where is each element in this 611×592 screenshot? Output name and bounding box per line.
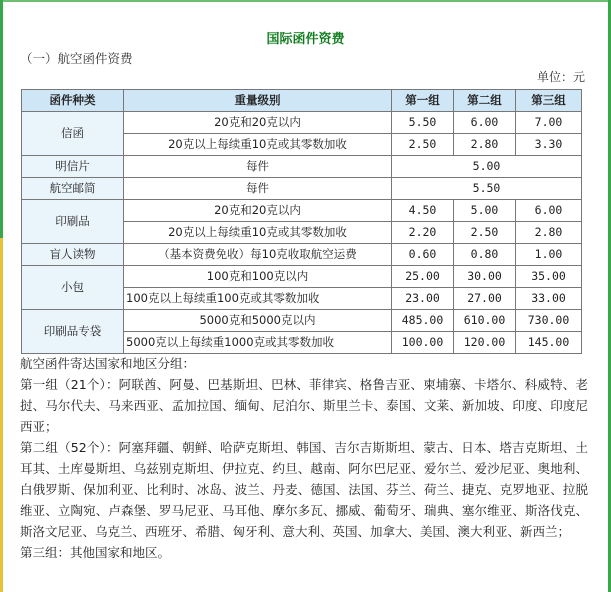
fee-g3: 33.00 bbox=[516, 288, 582, 310]
weight-cell: 每件 bbox=[124, 178, 392, 200]
notes-group-2: 第二组（52个）：阿塞拜疆、朝鲜、哈萨克斯坦、韩国、吉尔吉斯斯坦、蒙古、日本、塔吉克斯坦、土耳其、土库曼斯坦、乌兹别克斯坦、伊拉克、约旦、越南、阿尔巴尼亚、爱尔兰、爱沙尼亚、奥地利、白俄罗斯、保加利亚、比利时、冰岛、波兰、丹麦、德国、法国、芬兰、荷兰、捷克、克罗地亚、拉脱维亚、立陶宛、卢森堡、罗马尼亚、马耳他、摩尔多瓦、挪威、葡萄牙、瑞典、塞尔维亚、斯洛伐克、斯洛文尼亚、乌克兰、西班牙、希腊、匈牙利、意大利、英国、加拿大、美国、澳大利亚、新西兰； bbox=[20, 440, 588, 539]
top-rule bbox=[0, 0, 611, 2]
type-aerogramme: 航空邮简 bbox=[22, 178, 124, 200]
weight-cell: 20克以上每续重10克或其零数加收 bbox=[124, 134, 392, 156]
notes-group-3: 第三组：其他国家和地区。 bbox=[20, 545, 171, 560]
country-groups-notes bbox=[20, 353, 588, 563]
fee-g2: 27.00 bbox=[454, 288, 516, 310]
table-row bbox=[22, 310, 582, 332]
fee-all-groups: 5.50 bbox=[392, 178, 582, 200]
type-small-packet: 小包 bbox=[22, 266, 124, 310]
header-group-2: 第二组 bbox=[454, 90, 516, 112]
fee-g1: 100.00 bbox=[392, 332, 454, 354]
fee-g3: 730.00 bbox=[516, 310, 582, 332]
fee-all-groups: 5.00 bbox=[392, 156, 582, 178]
weight-cell: 每件 bbox=[124, 156, 392, 178]
fee-g1: 5.50 bbox=[392, 112, 454, 134]
fee-g3: 145.00 bbox=[516, 332, 582, 354]
fee-g3: 7.00 bbox=[516, 112, 582, 134]
table-row bbox=[22, 156, 582, 178]
fee-g1: 23.00 bbox=[392, 288, 454, 310]
fee-g1: 2.20 bbox=[392, 222, 454, 244]
fee-g2: 6.00 bbox=[454, 112, 516, 134]
table-row bbox=[22, 266, 582, 288]
fee-g1: 2.50 bbox=[392, 134, 454, 156]
notes-group-1: 第一组（21个）：阿联酋、阿曼、巴基斯坦、巴林、菲律宾、格鲁吉亚、柬埔寨、卡塔尔、科威特、老挝、马尔代夫、马来西亚、孟加拉国、缅甸、尼泊尔、斯里兰卡、泰国、文莱、新加坡、印度、印度尼西亚； bbox=[20, 377, 588, 434]
fee-g3: 3.30 bbox=[516, 134, 582, 156]
fee-g1: 25.00 bbox=[392, 266, 454, 288]
header-group-1: 第一组 bbox=[392, 90, 454, 112]
notes-intro: 航空函件寄达国家和地区分组： bbox=[20, 356, 196, 371]
fee-g2: 5.00 bbox=[454, 200, 516, 222]
page-title: 国际函件资费 bbox=[266, 32, 345, 47]
fee-g2: 610.00 bbox=[454, 310, 516, 332]
header-group-3: 第三组 bbox=[516, 90, 582, 112]
section-subtitle: （一）航空函件资费 bbox=[20, 51, 133, 66]
fee-g2: 0.80 bbox=[454, 244, 516, 266]
fee-g1: 485.00 bbox=[392, 310, 454, 332]
type-braille: 盲人读物 bbox=[22, 244, 124, 266]
fee-g2: 2.80 bbox=[454, 134, 516, 156]
fee-g3: 1.00 bbox=[516, 244, 582, 266]
type-letter: 信函 bbox=[22, 112, 124, 156]
header-weight: 重量级别 bbox=[124, 90, 392, 112]
unit-label: 单位：元 bbox=[536, 70, 585, 84]
fee-g3: 6.00 bbox=[516, 200, 582, 222]
table-header-row bbox=[22, 90, 582, 112]
fee-g2: 120.00 bbox=[454, 332, 516, 354]
weight-cell: 100克以上每续重100克或其零数加收 bbox=[124, 288, 392, 310]
table-row bbox=[22, 178, 582, 200]
type-printed-matter: 印刷品 bbox=[22, 200, 124, 244]
fee-g1: 4.50 bbox=[392, 200, 454, 222]
fee-g3: 35.00 bbox=[516, 266, 582, 288]
type-postcard: 明信片 bbox=[22, 156, 124, 178]
weight-cell: 20克和20克以内 bbox=[124, 200, 392, 222]
header-mail-type: 函件种类 bbox=[22, 90, 124, 112]
fee-g1: 0.60 bbox=[392, 244, 454, 266]
fee-table bbox=[21, 89, 582, 354]
type-m-bag: 印刷品专袋 bbox=[22, 310, 124, 354]
table-row bbox=[22, 112, 582, 134]
weight-cell: 100克和100克以内 bbox=[124, 266, 392, 288]
table-row bbox=[22, 200, 582, 222]
weight-cell: （基本资费免收）每10克收取航空运费 bbox=[124, 244, 392, 266]
weight-cell: 5000克和5000克以内 bbox=[124, 310, 392, 332]
weight-cell: 5000克以上每续重1000克或其零数加收 bbox=[124, 332, 392, 354]
weight-cell: 20克以上每续重10克或其零数加收 bbox=[124, 222, 392, 244]
table-row bbox=[22, 244, 582, 266]
fee-g3: 2.80 bbox=[516, 222, 582, 244]
fee-g2: 2.50 bbox=[454, 222, 516, 244]
fee-g2: 30.00 bbox=[454, 266, 516, 288]
left-edge-accent-yellow bbox=[0, 238, 3, 592]
weight-cell: 20克和20克以内 bbox=[124, 112, 392, 134]
